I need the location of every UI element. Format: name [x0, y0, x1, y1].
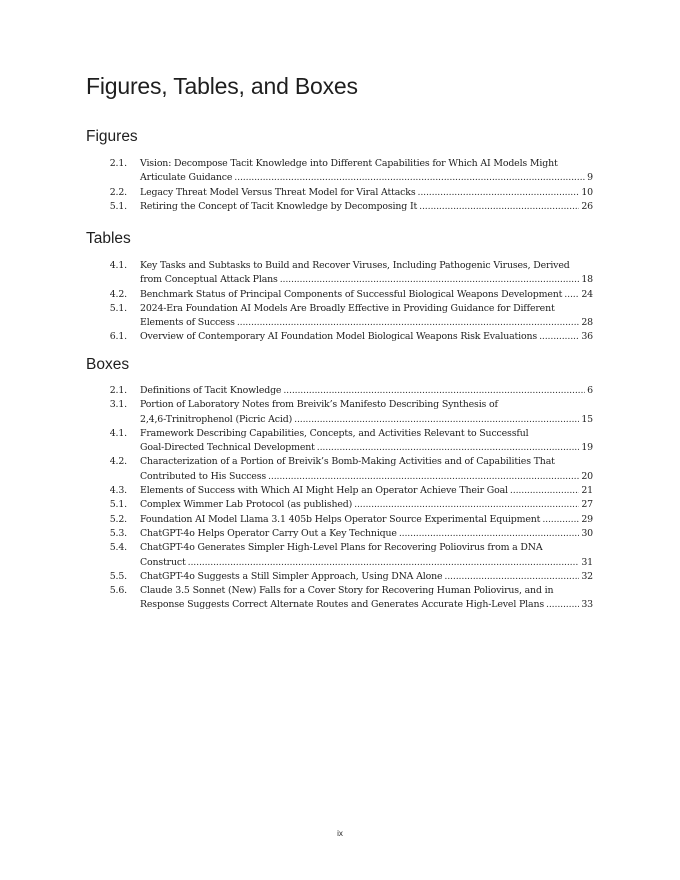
dot-leader: [546, 598, 579, 612]
entry-page-number: 9: [587, 172, 593, 184]
toc-entry[interactable]: [0, 302, 680, 331]
entry-title: Construct: [140, 556, 186, 568]
entry-title-line: Characterization of a Portion of Breivik’s Bomb-Making Activities and of Capabilities That: [140, 456, 555, 468]
toc-entry[interactable]: [0, 498, 680, 512]
entry-title: from Conceptual Attack Plans: [140, 274, 278, 286]
toc-entry[interactable]: [0, 186, 680, 200]
entry-title: Response Suggests Correct Alternate Routes and Generates Accurate High-Level Plans: [140, 599, 544, 611]
entry-title: ChatGPT-4o Suggests a Still Simpler Approach, Using DNA Alone: [140, 570, 443, 582]
dot-leader: [444, 570, 579, 584]
entry-title: Definitions of Tacit Knowledge: [140, 385, 282, 396]
entry-page-number: 15: [581, 413, 593, 425]
section-heading-figures: Figures: [86, 128, 138, 145]
entry-page-number: 33: [581, 599, 593, 611]
entry-title: Complex Wimmer Lab Protocol (as published): [140, 499, 353, 511]
toc-entry[interactable]: [0, 398, 680, 427]
entry-title: Legacy Threat Model Versus Threat Model for Viral Attacks: [140, 186, 416, 198]
entry-number: 5.2.: [109, 513, 127, 525]
entry-title: Retiring the Concept of Tacit Knowledge by Decomposing It: [140, 200, 418, 212]
entry-page-number: 32: [581, 570, 593, 582]
dot-leader: [399, 527, 580, 541]
entry-number: 5.5.: [109, 570, 127, 582]
entry-title: Overview of Contemporary AI Foundation Model Biological Weapons Risk Evaluations: [140, 331, 538, 343]
entry-title: Benchmark Status of Principal Components of Successful Biological Weapons Development: [140, 288, 563, 300]
dot-leader: [188, 556, 580, 570]
entry-title-line: Claude 3.5 Sonnet (New) Falls for a Cover Story for Recovering Human Poliovirus, and in: [140, 585, 554, 597]
entry-page-number: 29: [581, 513, 593, 525]
entry-title-line: Portion of Laboratory Notes from Breivik’s Manifesto Describing Synthesis of: [140, 399, 498, 411]
entry-title: 2,4,6-Trinitrophenol (Picric Acid): [140, 413, 293, 425]
dot-leader: [539, 330, 579, 344]
entry-title-line: Vision: Decompose Tacit Knowledge into Different Capabilities for Which AI Models Might: [140, 158, 558, 169]
toc-entry[interactable]: [0, 200, 680, 214]
entry-title: Elements of Success with Which AI Might Help an Operator Achieve Their Goal: [140, 485, 508, 497]
entry-number: 4.3.: [109, 485, 127, 497]
entry-number: 5.6.: [109, 585, 127, 597]
dot-leader: [542, 513, 579, 527]
toc-entry[interactable]: [0, 455, 680, 484]
entry-page-number: 24: [581, 288, 593, 300]
entry-title: Articulate Guidance: [140, 172, 233, 184]
toc-entry[interactable]: [0, 570, 680, 584]
toc-entry[interactable]: [0, 330, 680, 344]
toc-entry[interactable]: [0, 541, 680, 570]
page-title: Figures, Tables, and Boxes: [86, 73, 358, 99]
entry-page-number: 30: [581, 527, 593, 539]
toc-entry[interactable]: [0, 384, 680, 398]
entry-page-number: 28: [581, 317, 593, 329]
entry-title-line: Key Tasks and Subtasks to Build and Recover Viruses, Including Pathogenic Viruses, Derived: [140, 260, 570, 271]
entry-number: 5.4.: [109, 542, 127, 554]
toc-entry[interactable]: [0, 527, 680, 541]
entry-title-line: 2024-Era Foundation AI Models Are Broadly Effective in Providing Guidance for Different: [140, 302, 555, 314]
entry-number: 6.1.: [109, 331, 127, 343]
dot-leader: [234, 171, 585, 185]
dot-leader: [564, 288, 579, 302]
entry-number: 5.3.: [109, 527, 127, 539]
boxes-list: [0, 384, 680, 613]
toc-entry[interactable]: [0, 584, 680, 613]
entry-page-number: 21: [581, 485, 593, 497]
toc-entry[interactable]: [0, 259, 680, 288]
dot-leader: [510, 484, 579, 498]
entry-page-number: 18: [581, 274, 593, 286]
entry-number: 2.2.: [109, 186, 127, 198]
toc-entry[interactable]: [0, 513, 680, 527]
entry-number: 5.1.: [109, 200, 127, 212]
dot-leader: [237, 316, 580, 330]
dot-leader: [354, 498, 579, 512]
entry-page-number: 26: [581, 200, 593, 212]
entry-title: Foundation AI Model Llama 3.1 405b Helps Operator Source Experimental Equipment: [140, 513, 541, 525]
entry-title: Contributed to His Success: [140, 470, 267, 482]
section-heading-tables: Tables: [86, 230, 131, 247]
figures-list: [0, 157, 680, 214]
entry-page-number: 20: [581, 470, 593, 482]
toc-entry[interactable]: [0, 288, 680, 302]
toc-entry[interactable]: [0, 427, 680, 456]
entry-title: ChatGPT-4o Helps Operator Carry Out a Key Technique: [140, 527, 397, 539]
dot-leader: [294, 413, 579, 427]
entry-title: Elements of Success: [140, 317, 235, 329]
entry-page-number: 31: [581, 556, 593, 568]
entry-page-number: 10: [581, 186, 593, 198]
entry-number: 3.1.: [109, 399, 127, 411]
entry-title-line: Framework Describing Capabilities, Concepts, and Activities Relevant to Successful: [140, 427, 529, 439]
entry-title-line: ChatGPT-4o Generates Simpler High-Level Plans for Recovering Poliovirus from a DNA: [140, 542, 543, 554]
toc-entry[interactable]: [0, 157, 680, 186]
entry-number: 5.1.: [109, 499, 127, 511]
entry-number: 2.1.: [109, 385, 127, 396]
entry-number: 4.1.: [109, 260, 127, 271]
dot-leader: [419, 200, 579, 214]
toc-entry[interactable]: [0, 484, 680, 498]
entry-title: Goal-Directed Technical Development: [140, 442, 315, 454]
dot-leader: [317, 441, 580, 455]
entry-number: 2.1.: [109, 158, 127, 169]
dot-leader: [417, 186, 579, 200]
entry-number: 4.2.: [109, 456, 127, 468]
dot-leader: [280, 273, 580, 287]
entry-page-number: 27: [581, 499, 593, 511]
entry-number: 4.2.: [109, 288, 127, 300]
section-heading-boxes: Boxes: [86, 356, 130, 373]
dot-leader: [283, 384, 585, 398]
entry-page-number: 19: [581, 442, 593, 454]
entry-page-number: 6: [587, 385, 593, 396]
page-number: ix: [337, 829, 343, 838]
dot-leader: [268, 470, 579, 484]
tables-list: [0, 259, 680, 345]
entry-number: 4.1.: [109, 427, 127, 439]
entry-number: 5.1.: [109, 302, 127, 314]
entry-page-number: 36: [581, 331, 593, 343]
